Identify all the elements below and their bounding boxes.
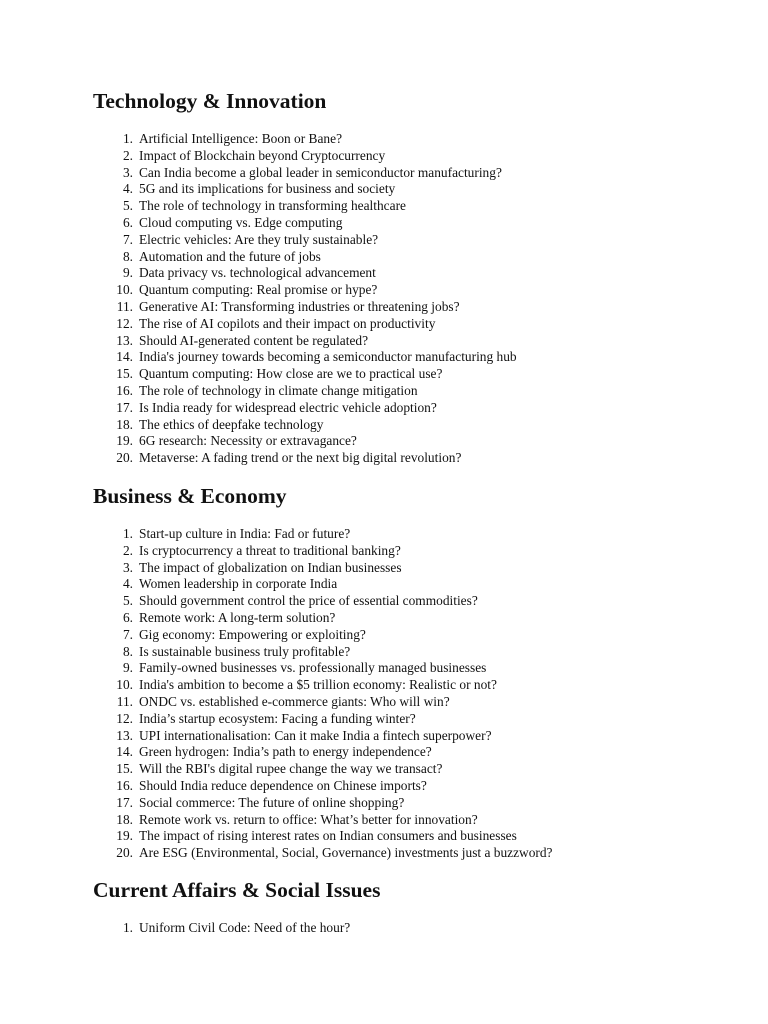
list-item bbox=[93, 576, 733, 593]
list-item bbox=[93, 812, 733, 829]
item-text: Cloud computing vs. Edge computing bbox=[139, 214, 343, 230]
list-item bbox=[93, 265, 733, 282]
list-item bbox=[93, 711, 733, 728]
list-item bbox=[93, 383, 733, 400]
item-number: 6. bbox=[122, 609, 133, 625]
item-text: The rise of AI copilots and their impact on productivity bbox=[139, 315, 436, 331]
item-number: 9. bbox=[122, 265, 133, 281]
list-item bbox=[93, 417, 733, 434]
item-number: 4. bbox=[122, 576, 133, 592]
item-number: 18. bbox=[116, 416, 133, 432]
list-item bbox=[93, 560, 733, 577]
item-text: Quantum computing: Real promise or hype? bbox=[139, 282, 378, 298]
item-number: 2. bbox=[122, 542, 133, 558]
item-text: The impact of rising interest rates on Indian consumers and businesses bbox=[139, 828, 517, 844]
item-text: Gig economy: Empowering or exploiting? bbox=[139, 626, 366, 642]
item-number: 16. bbox=[116, 777, 133, 793]
list-item bbox=[93, 677, 733, 694]
item-text: India’s startup ecosystem: Facing a funding winter? bbox=[139, 710, 416, 726]
section-current-affairs-social-issues bbox=[93, 877, 733, 937]
list-item bbox=[93, 366, 733, 383]
list-item bbox=[93, 744, 733, 761]
item-number: 8. bbox=[122, 643, 133, 659]
section-heading: Business & Economy bbox=[93, 484, 287, 508]
item-text: Electric vehicles: Are they truly sustainable? bbox=[139, 231, 379, 247]
list-item bbox=[93, 333, 733, 350]
item-text: Artificial Intelligence: Boon or Bane? bbox=[139, 131, 343, 146]
item-text: Start-up culture in India: Fad or future? bbox=[139, 526, 351, 541]
item-number: 3. bbox=[122, 559, 133, 575]
section-heading: Current Affairs & Social Issues bbox=[93, 878, 381, 902]
item-text: Should India reduce dependence on Chinese imports? bbox=[139, 777, 427, 793]
list-item bbox=[93, 543, 733, 560]
item-number: 17. bbox=[116, 794, 133, 810]
item-number: 15. bbox=[116, 761, 133, 777]
list-item bbox=[93, 610, 733, 627]
item-text: The role of technology in climate change mitigation bbox=[139, 382, 418, 398]
item-text: Women leadership in corporate India bbox=[139, 576, 338, 592]
list-item bbox=[93, 249, 733, 266]
item-number: 2. bbox=[122, 147, 133, 163]
list-item bbox=[93, 795, 733, 812]
item-text: Can India become a global leader in semiconductor manufacturing? bbox=[139, 164, 502, 180]
item-text: ONDC vs. established e-commerce giants: Who will win? bbox=[139, 693, 450, 709]
item-number: 7. bbox=[122, 626, 133, 642]
list-item bbox=[93, 593, 733, 610]
item-number: 20. bbox=[116, 450, 133, 466]
list-item bbox=[93, 526, 733, 543]
item-number: 6. bbox=[122, 214, 133, 230]
list-item bbox=[93, 728, 733, 745]
list-item bbox=[93, 165, 733, 182]
topic-list bbox=[93, 920, 733, 937]
list-item bbox=[93, 660, 733, 677]
list-item bbox=[93, 349, 733, 366]
item-number: 20. bbox=[116, 845, 133, 861]
item-text: Metaverse: A fading trend or the next big digital revolution? bbox=[139, 450, 462, 466]
list-item bbox=[93, 215, 733, 232]
item-text: Should government control the price of essential commodities? bbox=[139, 593, 478, 609]
list-item bbox=[93, 433, 733, 450]
item-text: 5G and its implications for business and society bbox=[139, 181, 396, 197]
list-item bbox=[93, 181, 733, 198]
item-number: 12. bbox=[116, 315, 133, 331]
section-heading: Technology & Innovation bbox=[93, 89, 327, 113]
item-text: The role of technology in transforming healthcare bbox=[139, 198, 406, 214]
list-item bbox=[93, 148, 733, 165]
item-text: Impact of Blockchain beyond Cryptocurrency bbox=[139, 147, 386, 163]
item-number: 1. bbox=[122, 131, 133, 146]
list-item bbox=[93, 828, 733, 845]
item-number: 11. bbox=[116, 298, 133, 314]
list-item bbox=[93, 400, 733, 417]
item-number: 1. bbox=[122, 920, 133, 935]
item-number: 14. bbox=[116, 349, 133, 365]
item-text: The ethics of deepfake technology bbox=[139, 416, 324, 432]
item-number: 10. bbox=[116, 282, 133, 298]
section-business-economy bbox=[93, 483, 733, 862]
item-text: Social commerce: The future of online shopping? bbox=[139, 794, 405, 810]
list-item bbox=[93, 299, 733, 316]
list-item bbox=[93, 131, 733, 148]
item-number: 18. bbox=[116, 811, 133, 827]
item-text: Green hydrogen: India’s path to energy independence? bbox=[139, 744, 432, 760]
topic-list bbox=[93, 526, 733, 862]
list-item bbox=[93, 627, 733, 644]
list-item bbox=[93, 198, 733, 215]
item-text: Quantum computing: How close are we to practical use? bbox=[139, 366, 443, 382]
item-text: India's journey towards becoming a semiconductor manufacturing hub bbox=[139, 349, 517, 365]
item-text: Family-owned businesses vs. professionally managed businesses bbox=[139, 660, 487, 676]
item-number: 5. bbox=[122, 198, 133, 214]
list-item bbox=[93, 845, 733, 862]
item-text: Is India ready for widespread electric vehicle adoption? bbox=[139, 399, 437, 415]
item-text: Is cryptocurrency a threat to traditional banking? bbox=[139, 542, 401, 558]
list-item bbox=[93, 644, 733, 661]
item-number: 12. bbox=[116, 710, 133, 726]
list-item bbox=[93, 232, 733, 249]
item-number: 3. bbox=[122, 164, 133, 180]
item-number: 9. bbox=[122, 660, 133, 676]
item-number: 11. bbox=[116, 693, 133, 709]
list-item bbox=[93, 761, 733, 778]
section-technology-innovation bbox=[93, 88, 733, 467]
item-number: 16. bbox=[116, 382, 133, 398]
item-text: Uniform Civil Code: Need of the hour? bbox=[139, 920, 351, 935]
item-number: 5. bbox=[122, 593, 133, 609]
item-number: 7. bbox=[122, 231, 133, 247]
item-text: Remote work: A long-term solution? bbox=[139, 609, 336, 625]
list-item bbox=[93, 778, 733, 795]
item-text: Are ESG (Environmental, Social, Governance) investments just a buzzword? bbox=[139, 845, 553, 861]
item-number: 4. bbox=[122, 181, 133, 197]
item-number: 13. bbox=[116, 332, 133, 348]
item-number: 19. bbox=[116, 433, 133, 449]
item-number: 17. bbox=[116, 399, 133, 415]
item-text: The impact of globalization on Indian businesses bbox=[139, 559, 402, 575]
item-number: 1. bbox=[122, 526, 133, 541]
list-item bbox=[93, 450, 733, 467]
item-number: 19. bbox=[116, 828, 133, 844]
item-text: Data privacy vs. technological advancement bbox=[139, 265, 376, 281]
list-item bbox=[93, 316, 733, 333]
list-item bbox=[93, 920, 733, 937]
item-number: 10. bbox=[116, 677, 133, 693]
item-number: 13. bbox=[116, 727, 133, 743]
item-text: Remote work vs. return to office: What’s better for innovation? bbox=[139, 811, 478, 827]
item-text: India's ambition to become a $5 trillion economy: Realistic or not? bbox=[139, 677, 497, 693]
topic-list bbox=[93, 131, 733, 467]
item-text: 6G research: Necessity or extravagance? bbox=[139, 433, 357, 449]
item-number: 15. bbox=[116, 366, 133, 382]
item-number: 14. bbox=[116, 744, 133, 760]
item-text: Automation and the future of jobs bbox=[139, 248, 321, 264]
list-item bbox=[93, 694, 733, 711]
item-number: 8. bbox=[122, 248, 133, 264]
item-text: Should AI-generated content be regulated? bbox=[139, 332, 369, 348]
item-text: UPI internationalisation: Can it make India a fintech superpower? bbox=[139, 727, 492, 743]
item-text: Will the RBI's digital rupee change the way we transact? bbox=[139, 761, 443, 777]
item-text: Generative AI: Transforming industries or threatening jobs? bbox=[139, 298, 460, 314]
list-item bbox=[93, 282, 733, 299]
item-text: Is sustainable business truly profitable? bbox=[139, 643, 351, 659]
